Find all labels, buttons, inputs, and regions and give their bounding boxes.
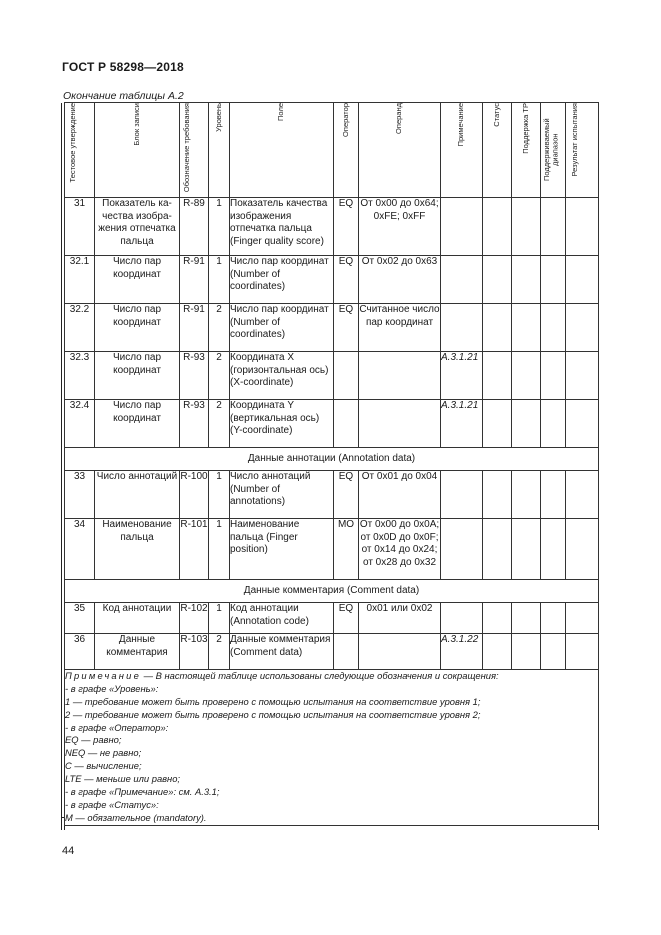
cell-field: Показатель качества изображения отпечатка пальца (Finger quality score): [230, 198, 334, 256]
cell-level: 1: [209, 519, 230, 580]
footnote-line: M — обязательное (mandatory).: [65, 811, 207, 823]
cell-note: А.3.1.21: [441, 352, 483, 400]
cell-supported-range: [541, 352, 566, 400]
cell-assertion: 32.4: [65, 400, 95, 448]
footnote-line: NEQ — не равно;: [65, 747, 142, 759]
cell-tp-support: [512, 519, 541, 580]
cell-status: [483, 352, 512, 400]
cell-requirement: R-91: [180, 256, 209, 304]
cell-operator: [334, 352, 359, 400]
footnote-intro: Примечание — В настоящей таблице использованы следующие обозначения и сокращения:: [65, 670, 499, 681]
cell-operator: EQ: [334, 304, 359, 352]
table-row: [65, 519, 599, 580]
cell-requirement: R-101: [180, 519, 209, 580]
cell-operand: От 0x01 до 0x04: [359, 471, 441, 519]
cell-requirement: R-91: [180, 304, 209, 352]
cell-operator: EQ: [334, 198, 359, 256]
cell-requirement: R-93: [180, 400, 209, 448]
col-header-note: Примечание: [441, 103, 483, 198]
cell-field: Данные комментария (Comment data): [230, 634, 334, 670]
table-row: [65, 256, 599, 304]
cell-test-result: [566, 352, 599, 400]
cell-level: 2: [209, 634, 230, 670]
cell-note: [441, 198, 483, 256]
table-row: [65, 603, 599, 634]
cell-level: 1: [209, 603, 230, 634]
cell-assertion: 32.1: [65, 256, 95, 304]
cell-test-result: [566, 634, 599, 670]
cell-field: Наименование пальца (Finger position): [230, 519, 334, 580]
footnote-label: Примечание: [65, 670, 141, 681]
cell-status: [483, 304, 512, 352]
section-title: Данные комментария (Comment data): [65, 580, 599, 603]
table-row: [65, 198, 599, 256]
requirements-table: [64, 102, 599, 826]
cell-operand: От 0x00 до 0x0A; от 0x0D до 0x0F; от 0x14 до 0x24; от 0x28 до 0x32: [359, 519, 441, 580]
cell-tp-support: [512, 304, 541, 352]
cell-supported-range: [541, 603, 566, 634]
cell-test-result: [566, 400, 599, 448]
cell-status: [483, 198, 512, 256]
cell-assertion: 31: [65, 198, 95, 256]
cell-operator: MO: [334, 519, 359, 580]
cell-block: Число пар координат: [95, 256, 180, 304]
col-header-operator: Оператор: [334, 103, 359, 198]
cell-assertion: 32.2: [65, 304, 95, 352]
col-header-status: Статус: [483, 103, 512, 198]
footnote-line: C — вычисление;: [65, 760, 142, 772]
cell-block: Показатель ка-чества изобра-жения отпечатка пальца: [95, 198, 180, 256]
cell-requirement: R-93: [180, 352, 209, 400]
cell-test-result: [566, 304, 599, 352]
cell-level: 2: [209, 304, 230, 352]
cell-tp-support: [512, 603, 541, 634]
cell-test-result: [566, 256, 599, 304]
footnote-line: LTE — меньше или равно;: [65, 773, 181, 784]
section-row-comment: [65, 580, 599, 603]
cell-note: [441, 304, 483, 352]
cell-requirement: R-103: [180, 634, 209, 670]
cell-tp-support: [512, 471, 541, 519]
cell-block: Данные комментария: [95, 634, 180, 670]
cell-status: [483, 471, 512, 519]
cell-note: А.3.1.22: [441, 634, 483, 670]
cell-status: [483, 603, 512, 634]
cell-note: [441, 471, 483, 519]
footnote-line: 1 — требование может быть проверено с помощью испытания на соответствие уровня 1;: [65, 695, 481, 707]
cell-status: [483, 400, 512, 448]
cell-supported-range: [541, 400, 566, 448]
cell-supported-range: [541, 519, 566, 580]
table-row: [65, 471, 599, 519]
footnote-row: [65, 670, 599, 826]
cell-block: Число пар координат: [95, 352, 180, 400]
cell-block: Число пар координат: [95, 304, 180, 352]
cell-operator: EQ: [334, 256, 359, 304]
cell-level: 2: [209, 352, 230, 400]
footnote-line: - в графе «Статус»:: [65, 798, 159, 810]
col-header-record-block: Блок записи: [95, 103, 180, 198]
footnote-line: - в графе «Оператор»:: [65, 721, 169, 733]
cell-operand: [359, 400, 441, 448]
col-header-level: Уровень: [209, 103, 230, 198]
cell-requirement: R-89: [180, 198, 209, 256]
cell-level: 1: [209, 256, 230, 304]
cell-field: Код аннотации (Annotation code): [230, 603, 334, 634]
page-number: 44: [62, 845, 75, 857]
cell-status: [483, 634, 512, 670]
cell-operator: [334, 400, 359, 448]
left-frame-line-outer: [61, 103, 62, 830]
cell-block: Код аннотации: [95, 603, 180, 634]
footnote-line: - в графе «Уровень»:: [65, 682, 159, 694]
cell-assertion: 32.3: [65, 352, 95, 400]
cell-block: Число аннотаций: [95, 471, 180, 519]
cell-operand: [359, 634, 441, 670]
cell-operand: Считанное число пар координат: [359, 304, 441, 352]
cell-status: [483, 256, 512, 304]
cell-operand: 0x01 или 0x02: [359, 603, 441, 634]
cell-assertion: 36: [65, 634, 95, 670]
col-header-operand: Операнд: [359, 103, 441, 198]
cell-operand: От 0x02 до 0x63: [359, 256, 441, 304]
cell-operand: От 0x00 до 0x64; 0xFE; 0xFF: [359, 198, 441, 256]
footnote-line: 2 — требование может быть проверено с помощью испытания на соответствие уровня 2;: [65, 708, 481, 720]
document-title: ГОСТ Р 58298—2018: [62, 60, 184, 74]
section-title: Данные аннотации (Annotation data): [65, 448, 599, 471]
cell-block: Число пар координат: [95, 400, 180, 448]
cell-requirement: R-102: [180, 603, 209, 634]
cell-note: [441, 603, 483, 634]
cell-requirement: R-100: [180, 471, 209, 519]
section-row-annotation: [65, 448, 599, 471]
col-header-supported-range: Поддерживаемый диапазон: [541, 103, 566, 198]
cell-field: Число аннотаций (Number of annotations): [230, 471, 334, 519]
col-header-requirement-id: Обозначение требования: [180, 103, 209, 198]
table-caption: Окончание таблицы А.2: [63, 90, 184, 102]
cell-test-result: [566, 471, 599, 519]
cell-assertion: 35: [65, 603, 95, 634]
cell-block: Наименование пальца: [95, 519, 180, 580]
cell-supported-range: [541, 304, 566, 352]
cell-operand: [359, 352, 441, 400]
cell-supported-range: [541, 634, 566, 670]
table-header-row: [65, 103, 599, 198]
footnote-line: EQ — равно;: [65, 734, 122, 746]
cell-tp-support: [512, 400, 541, 448]
cell-field: Координата X (горизонтальная ось) (X-coordinate): [230, 352, 334, 400]
cell-assertion: 34: [65, 519, 95, 580]
cell-status: [483, 519, 512, 580]
cell-field: Число пар координат (Number of coordinates): [230, 256, 334, 304]
table-row: [65, 352, 599, 400]
cell-operator: [334, 634, 359, 670]
cell-test-result: [566, 519, 599, 580]
table-row: [65, 634, 599, 670]
cell-supported-range: [541, 256, 566, 304]
cell-level: 1: [209, 198, 230, 256]
cell-field: Число пар координат (Number of coordinates): [230, 304, 334, 352]
cell-tp-support: [512, 256, 541, 304]
table-row: [65, 304, 599, 352]
cell-assertion: 33: [65, 471, 95, 519]
cell-tp-support: [512, 352, 541, 400]
footnote: [65, 670, 599, 826]
cell-test-result: [566, 603, 599, 634]
cell-level: 2: [209, 400, 230, 448]
col-header-test-assertion: Тестовое утверждение: [65, 103, 95, 198]
footnote-line: - в графе «Примечание»: см. А.3.1;: [65, 785, 220, 797]
cell-supported-range: [541, 471, 566, 519]
cell-tp-support: [512, 634, 541, 670]
col-header-tp-support: Поддержка ТР: [512, 103, 541, 198]
cell-test-result: [566, 198, 599, 256]
cell-operator: EQ: [334, 603, 359, 634]
cell-tp-support: [512, 198, 541, 256]
cell-operator: EQ: [334, 471, 359, 519]
cell-note: А.3.1.21: [441, 400, 483, 448]
col-header-field: Поле: [230, 103, 334, 198]
cell-note: [441, 519, 483, 580]
cell-note: [441, 256, 483, 304]
col-header-test-result: Результат испытания: [566, 103, 599, 198]
cell-supported-range: [541, 198, 566, 256]
cell-level: 1: [209, 471, 230, 519]
table-row: [65, 400, 599, 448]
cell-field: Координата Y (вертикальная ось) (Y-coordinate): [230, 400, 334, 448]
